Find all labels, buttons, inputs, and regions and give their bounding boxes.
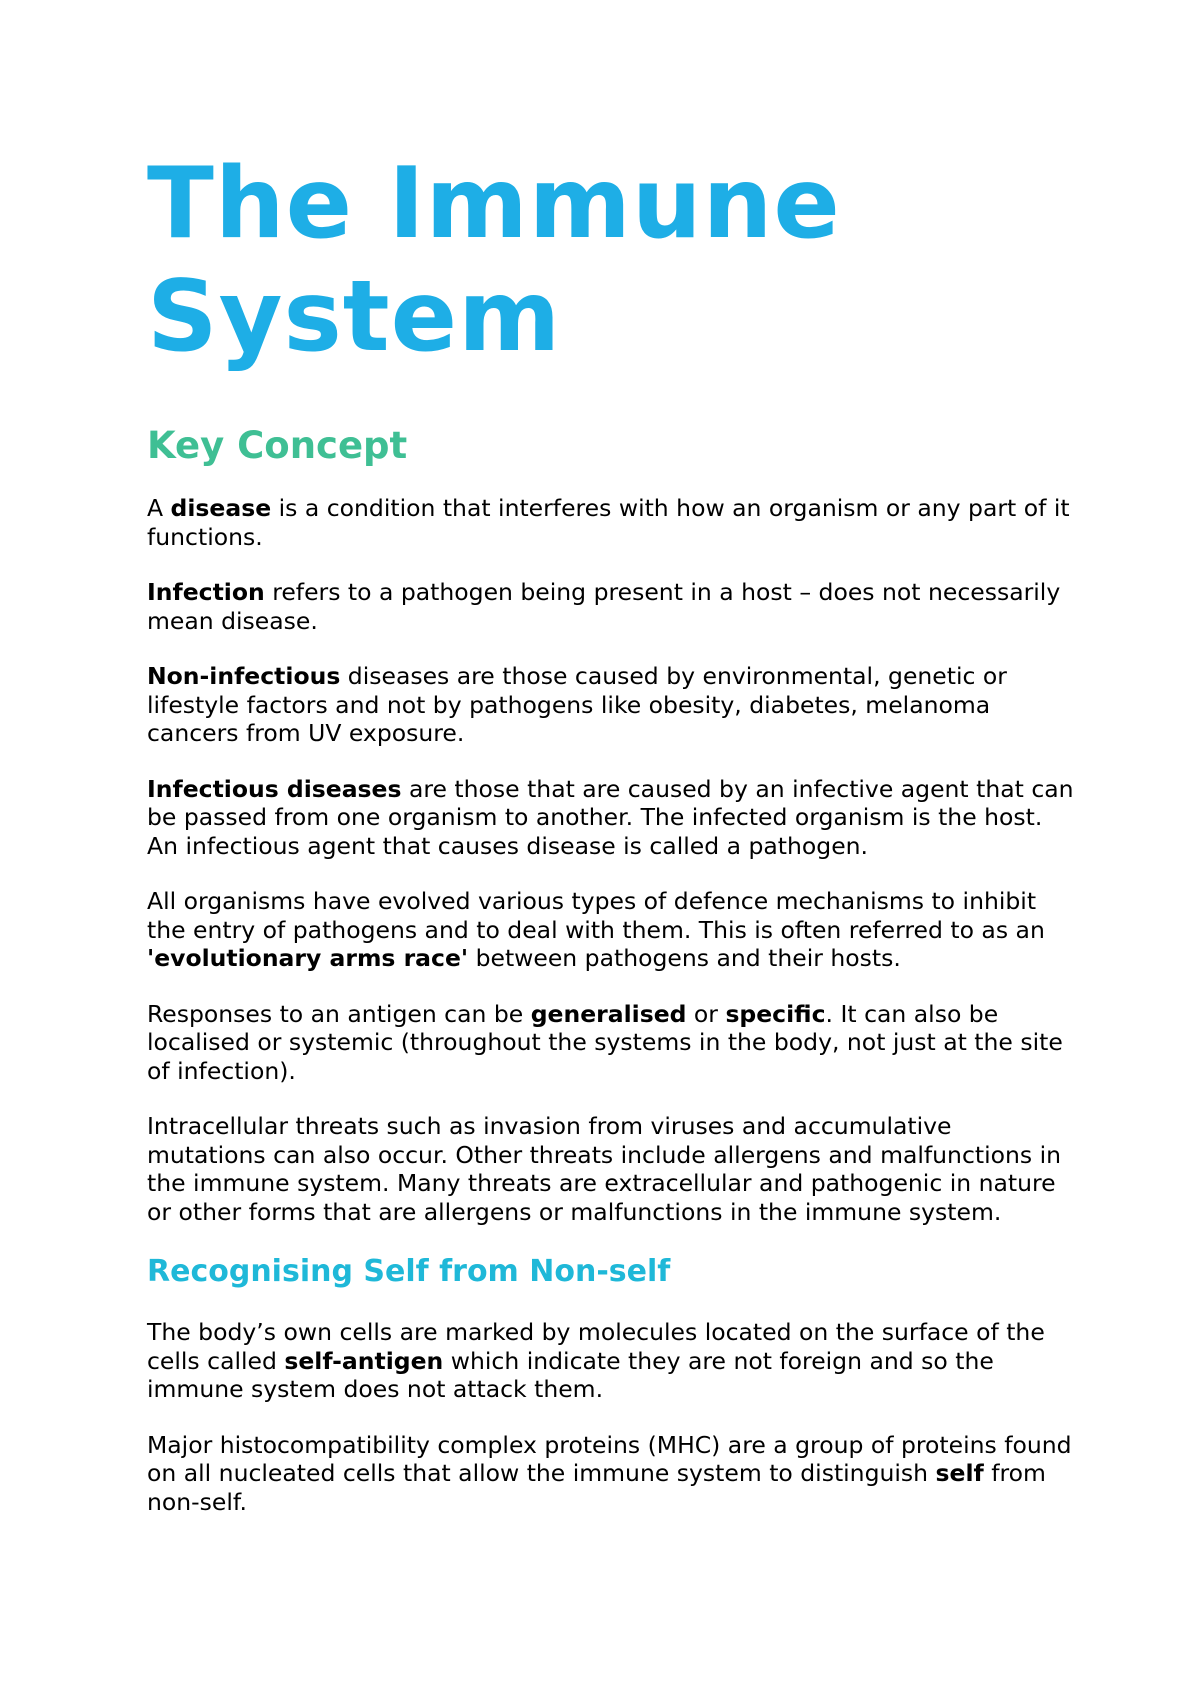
key-concept-heading: Key Concept [147,424,408,467]
term-non-infectious: Non-infectious [147,662,341,690]
term-evolutionary-arms-race: 'evolutionary arms race' [147,944,469,972]
self-nonself-heading: Recognising Self from Non-self [147,1254,671,1289]
threats-paragraph: Intracellular threats such as invasion from viruses and accumulative mutations can also occur. Other threats include allergens and malfunctions in the immune system. Many threats are extracellular and pathogenic in nature or other forms that are allergens or malfunctions in the immune system. [147,1112,1062,1226]
responses-paragraph: Responses to an antigen can be generalised or specific. It can also be localised or systemic (throughout the systems in the body, not just at the site of infection). [147,999,1063,1085]
document-content [147,148,1077,1516]
term-infection: Infection [147,578,265,606]
term-generalised: generalised [530,999,687,1028]
term-self-antigen: self-antigen [284,1346,444,1375]
term-specific: specific [725,999,826,1028]
infection-paragraph: Infection refers to a pathogen being present in a host – does not necessarily mean disease. [147,578,1061,635]
mhc-paragraph: Major histocompatibility complex proteins (MHC) are a group of proteins found on all nucleated cells that allow the immune system to distinguish self from non-self. [147,1430,1072,1516]
term-self: self [935,1459,984,1487]
defence-mechanisms-paragraph: All organisms have evolved various types of defence mechanisms to inhibit the entry of pathogens and to deal with them. This is often referred to as an 'evolutionary arms race' between pathogens and their hosts. [147,887,1045,972]
infectious-diseases-paragraph: Infectious diseases are those that are caused by an infective agent that can be passed from one organism to another. The infected organism is the host. An infectious agent that causes disease is called a pathogen. [147,774,1074,860]
term-disease: disease [170,494,272,522]
non-infectious-paragraph: Non-infectious diseases are those caused by environmental, genetic or lifestyle factors and not by pathogens like obesity, diabetes, melanoma cancers from UV exposure. [147,662,1007,747]
page-title: The Immune System [147,147,841,374]
disease-paragraph: A disease is a condition that interferes with how an organism or any part of it functions. [147,494,1070,551]
self-antigen-paragraph: The body’s own cells are marked by molecules located on the surface of the cells called self-antigen which indicate they are not foreign and so the immune system does not attack them. [147,1318,1045,1403]
term-infectious-diseases: Infectious diseases [147,774,402,803]
